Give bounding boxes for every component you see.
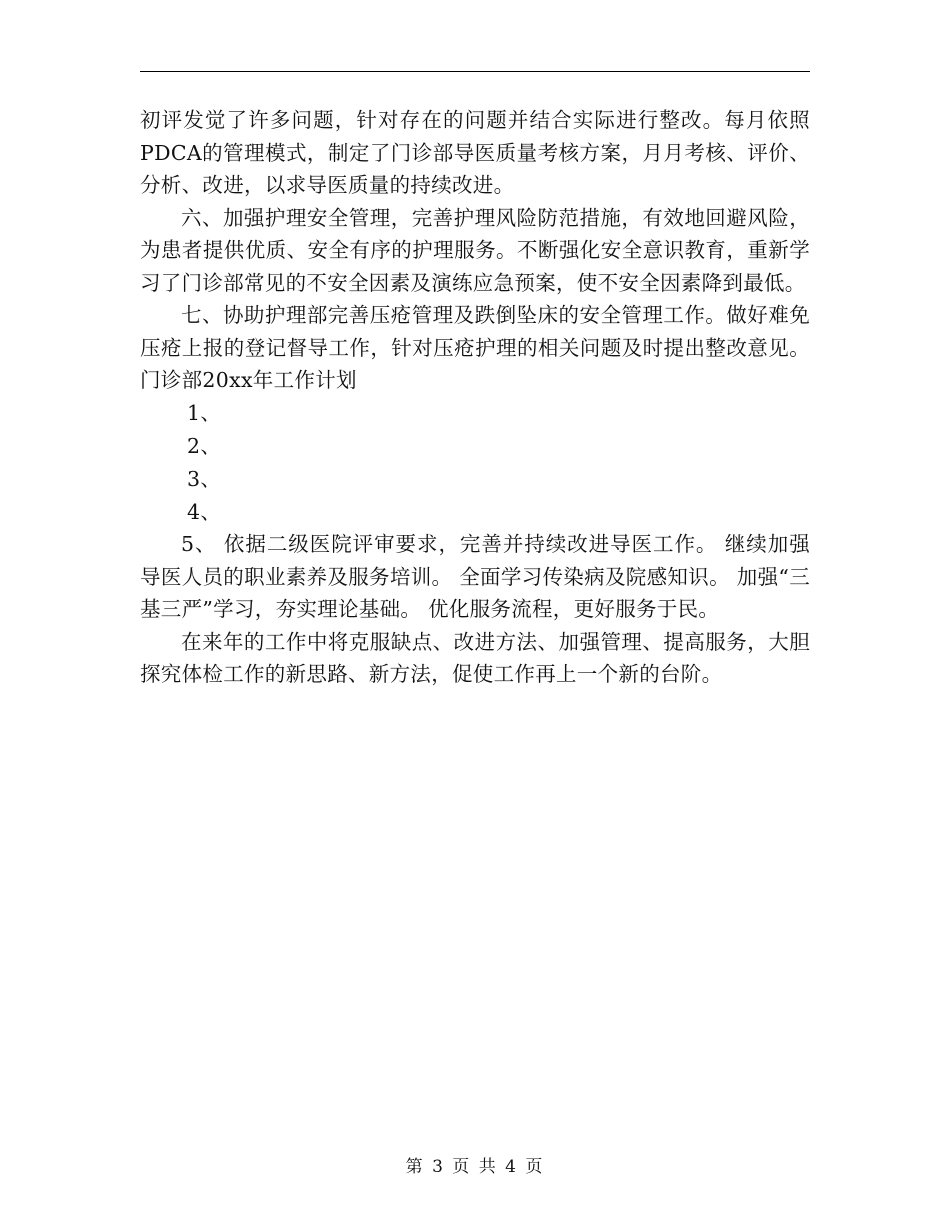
plan-item-5: 5、 依据二级医院评审要求，完善并持续改进导医工作。 继续加强导医人员的职业素养及服务培训。 全面学习传染病及院感知识。 加强“三基三严”学习，夯实理论基础。 优化服务流程，更好服务于民。: [140, 532, 810, 621]
paragraph-quality-review: 初评发觉了许多问题，针对存在的问题并结合实际进行整改。每月依照PDCA的管理模式，制定了门诊部导医质量考核方案，月月考核、评价、分析、改进，以求导医质量的持续改进。: [140, 108, 810, 197]
plan-item-3: 3、: [187, 466, 222, 491]
document-body: [140, 104, 810, 691]
paragraph-nursing-safety: 六、加强护理安全管理，完善护理风险防范措施，有效地回避风险，为患者提供优质、安全有序的护理服务。不断强化安全意识教育，重新学习了门诊部常见的不安全因素及演练应急预案，使不安全因素降到最低。: [140, 205, 810, 295]
plan-item-2: 2、: [187, 433, 222, 458]
paragraph-closing: 在来年的工作中将克服缺点、改进方法、加强管理、提高服务，大胆探究体检工作的新思路、新方法，促使工作再上一个新的台阶。: [140, 629, 810, 686]
header-rule: [140, 71, 810, 72]
page-footer: 第 3 页 共 4 页: [405, 1157, 545, 1177]
paragraph-pressure-ulcer: 七、协助护理部完善压疮管理及跌倒坠床的安全管理工作。做好难免压疮上报的登记督导工作，针对压疮护理的相关问题及时提出整改意见。门诊部20xx年工作计划: [140, 303, 810, 392]
plan-item-1: 1、: [187, 400, 222, 425]
plan-item-4: 4、: [187, 499, 222, 524]
